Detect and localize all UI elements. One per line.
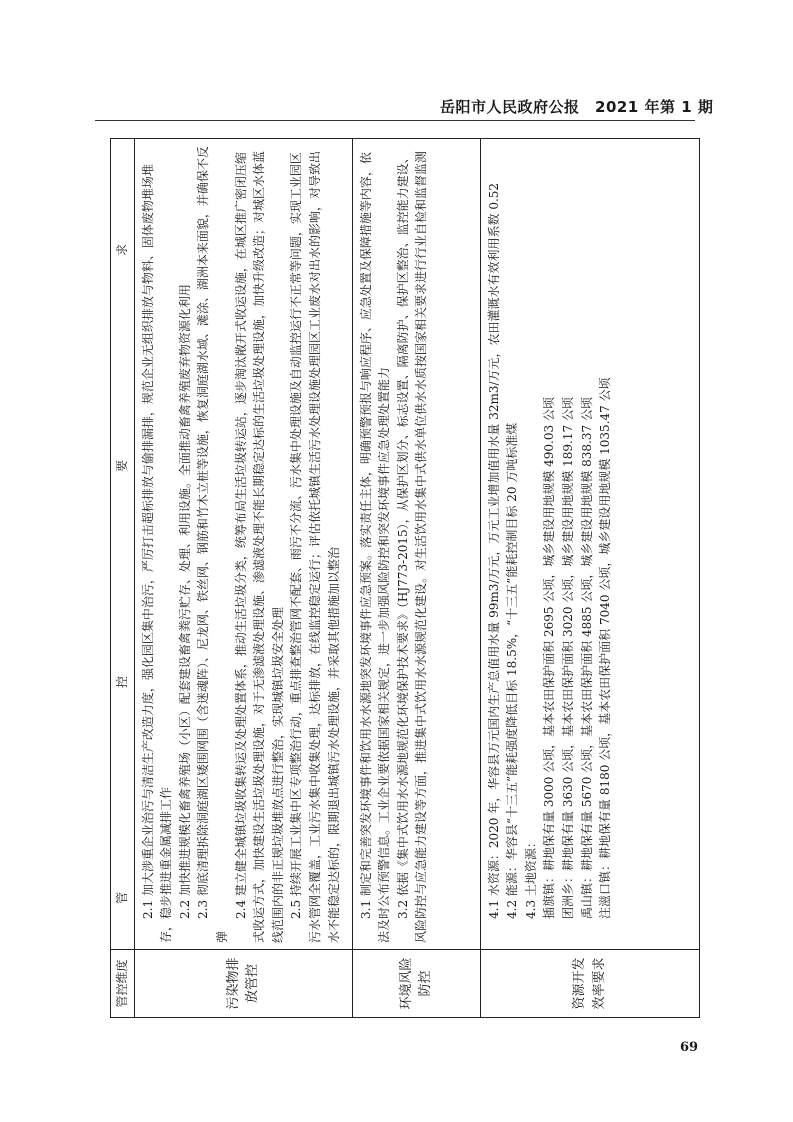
table-row [480,139,699,1018]
list-item: 4.3 土地资源： [523,836,538,919]
land-line: 注滋口镇：耕地保有量 8180 公顷，基本农田保护面积 7040 公顷，城乡建设用地规模 1035.47 公顷 [598,377,613,919]
requirements-risk [352,139,480,950]
table-row [352,139,480,1018]
header-rule [95,120,695,121]
list-item: 4.1 水资源：2020 年，华容县万元国内生产总值用水量 99m3/万元，万元工业增加值用水量 32m3/万元，农田灌溉水有效利用系数 0.52 [486,182,501,919]
header-dimension: 管控维度 [111,950,135,1018]
land-line: 团洲乡：耕地保有量 3630 公顷，基本农田保护面积 3020 公顷，城乡建设用地规模 189.17 公顷 [560,397,575,919]
list-item: 4.2 能源：华容县“十三五”能耗强度降低目标 18.5%，“十三五”能耗控制目标 20 万吨标准煤 [505,422,520,919]
header-requirements: 管 控 要 求 [111,139,135,950]
dimension-risk: 环境风险防控 [352,950,480,1018]
control-requirements-table [110,138,700,1018]
rotated-table-wrapper [110,138,700,1018]
land-line: 禹山镇：耕地保有量 5670 公顷，基本农田保护面积 4885 公顷，城乡建设用地规模 838.37 公顷 [579,397,594,919]
requirements-resource [480,139,699,950]
dimension-resource: 资源开发效率要求 [480,950,699,1018]
table-header-row [111,139,135,1018]
publication-header: 岳阳市人民政府公报 2021 年第 1 期 [440,98,714,116]
table-row [134,139,352,1018]
land-line: 插旗镇：耕地保有量 3000 公顷，基本农田保护面积 2695 公顷，城乡建设用地规模 490.03 公顷 [542,397,557,919]
list-item: 2.2 加快推进规模化畜禽养殖场（小区）配套建设畜禽粪污贮存、处理、利用设施。全面推动畜禽养殖废弃物资源化利用 [177,284,192,919]
list-item: 2.1 加大涉重企业治污与清洁生产改造力度，强化园区集中治污，严厉打击超标排放与偷排漏排，规范企业无组织排放与物料、固体废物堆场堆存，稳步推进重金属减排工作 [140,164,174,943]
list-item: 2.5 持续开展工业集中区专项整治行动，重点排查整治管网不配套、雨污不分流、污水集中处理设施及自动监控运行不正常等问题，实现工业园区污水管网全覆盖，工业污水集中收集处理，达标排放，在线监控稳定运行；评估依托城镇生活污水处理设施处理园区工业废水对出水的影响，对导致出水不能稳定达标的，限期退出城镇污水处理设施，并采取其他措施加以整治 [289,150,341,943]
dimension-pollution: 污染物排放管控 [134,950,352,1018]
requirements-pollution [134,139,352,950]
list-item: 2.4 建立健全城镇垃圾收集转运及处理处置体系，推动生活垃圾分类，统筹布局生活垃圾转运站，逐步淘汰敞开式收运设施，在城区推广密闭压缩式收运方式，加快建设生活垃圾处理设施，对于无渗滤液处理设施、渗滤液处理不能长期稳定达标的生活垃圾处理设施，加快升级改造；对城区水体蓝线范围内的非正规垃圾堆放点进行整治，实现城镇垃圾安全处理 [233,150,285,943]
list-item: 2.3 彻底清理拆除洞庭湖区矮围网围（含迷魂阵）、尼龙网、铁丝网、钢筋和竹木立桩等设施，恢复洞庭湖水域、滩涂、湖洲本来面貌，并确保不反弹 [196,146,229,943]
list-item: 3.2 依据《集中式饮用水水源地规范化环境保护技术要求》（HJ773-2015），从保护区划分、标志设置、隔离防护、保护区整治、监控能力建设、风险防控与应急能力建设等方面，推进集中式饮用水水源规范化建设。对生活饮用水集中式供水单位供水水质按国家相关要求进行行业自检和监督监测 [395,150,429,943]
list-item: 3.1 制定和完善突发环境事件和饮用水水源地突发环境事件应急预案。落实责任主体，明确预警预报与响应程序、应急处置及保障措施等内容，依法及时公布预警信息。工业企业要依据国家相关规定，进一步加强风险防控和突发环境事件应急处理处置能力 [358,152,392,943]
page-number: 69 [680,1040,699,1055]
